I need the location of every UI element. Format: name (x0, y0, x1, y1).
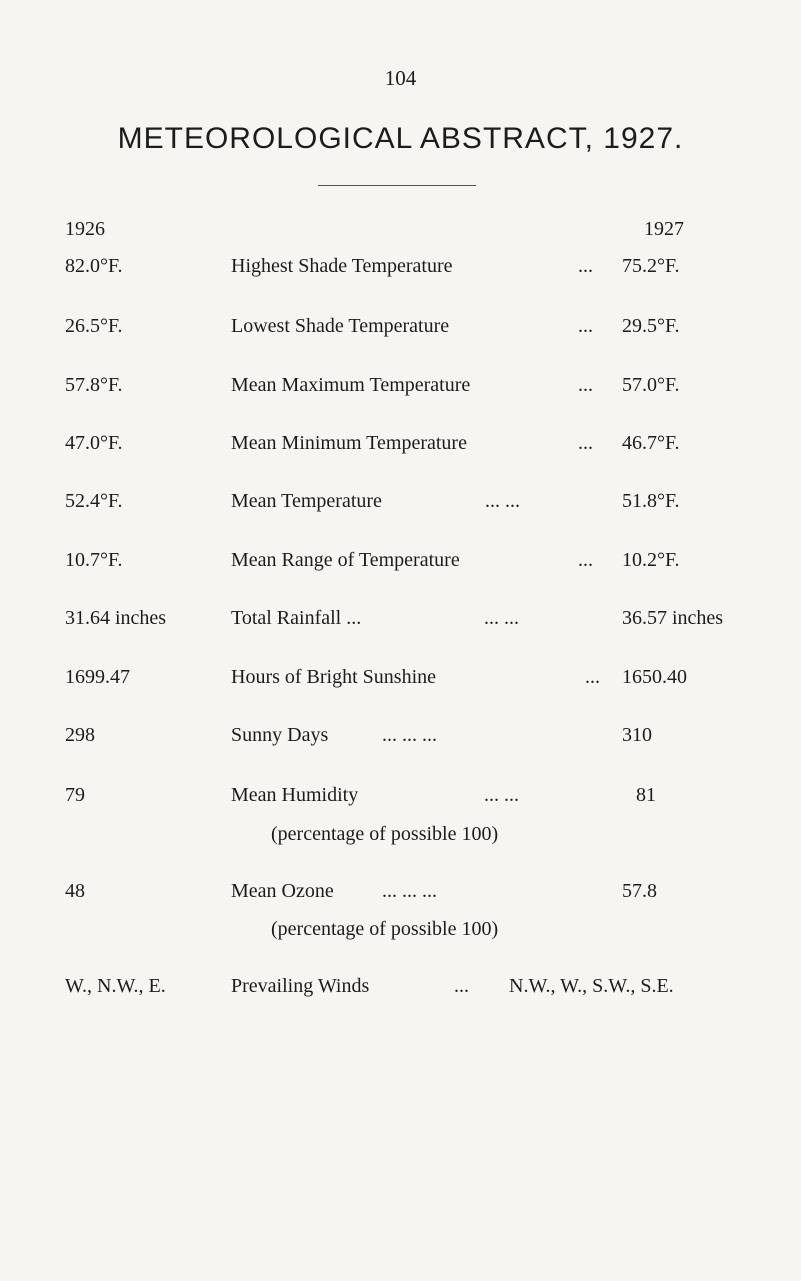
value-1926: W., N.W., E. (65, 975, 166, 997)
leader-dots: ... (578, 315, 593, 337)
value-1926: 52.4°F. (65, 490, 123, 512)
title-divider (318, 185, 476, 186)
page-title: METEOROLOGICAL ABSTRACT, 1927. (117, 122, 684, 155)
table-row (0, 784, 801, 814)
value-1926: 31.64 inches (65, 607, 167, 629)
row-label: Hours of Bright Sunshine (231, 666, 436, 688)
value-1926: 298 (65, 724, 95, 746)
value-1927: 36.57 inches (622, 607, 724, 629)
value-1927: 57.0°F. (622, 374, 680, 396)
leader-dots: ... (578, 549, 593, 571)
leader-dots: ... (585, 666, 600, 688)
value-1926: 47.0°F. (65, 432, 123, 454)
row-label: Prevailing Winds (231, 975, 370, 997)
row-label: Mean Range of Temperature (231, 549, 460, 571)
value-1927: 57.8 (622, 880, 657, 902)
row-label: Sunny Days (231, 724, 329, 746)
value-1927: 310 (622, 724, 652, 746)
row-label: Total Rainfall ... (231, 607, 362, 629)
row-label: Mean Temperature (231, 490, 382, 512)
leader-dots: ... (578, 432, 593, 454)
value-1926: 57.8°F. (65, 374, 123, 396)
table-row (0, 255, 801, 285)
value-1927: 81 (636, 784, 656, 806)
table-row (0, 549, 801, 579)
page-number: 104 (384, 66, 417, 90)
row-note: (percentage of possible 100) (271, 823, 499, 845)
leader-dots: ... ... (484, 607, 519, 629)
row-label: Lowest Shade Temperature (231, 315, 450, 337)
table-row (0, 724, 801, 754)
value-1926: 26.5°F. (65, 315, 123, 337)
value-1926: 1699.47 (65, 666, 130, 688)
table-row (0, 315, 801, 345)
row-label: Highest Shade Temperature (231, 255, 453, 277)
row-label: Mean Humidity (231, 784, 359, 806)
table-row (0, 666, 801, 696)
table-row (0, 432, 801, 462)
leader-dots: ... ... ... (382, 880, 437, 902)
leader-dots: ... (578, 255, 593, 277)
leader-dots: ... ... (484, 784, 519, 806)
table-row-winds (0, 975, 801, 1005)
value-1926: 79 (65, 784, 85, 806)
value-1926: 82.0°F. (65, 255, 123, 277)
row-note: (percentage of possible 100) (271, 918, 499, 940)
table-row (0, 374, 801, 404)
row-label: Mean Ozone (231, 880, 334, 902)
value-1927: N.W., W., S.W., S.E. (509, 975, 674, 997)
row-label: Mean Minimum Temperature (231, 432, 467, 454)
column-header-1927: 1927 (644, 218, 684, 240)
leader-dots: ... (454, 975, 469, 997)
column-header-1926: 1926 (65, 218, 105, 240)
value-1927: 1650.40 (622, 666, 687, 688)
leader-dots: ... ... ... (382, 724, 437, 746)
value-1927: 51.8°F. (622, 490, 680, 512)
leader-dots: ... ... (485, 490, 520, 512)
value-1927: 46.7°F. (622, 432, 680, 454)
table-row (0, 607, 801, 637)
value-1927: 29.5°F. (622, 315, 680, 337)
row-label: Mean Maximum Temperature (231, 374, 471, 396)
value-1927: 75.2°F. (622, 255, 680, 277)
value-1926: 48 (65, 880, 85, 902)
table-row (0, 490, 801, 520)
value-1926: 10.7°F. (65, 549, 123, 571)
value-1927: 10.2°F. (622, 549, 680, 571)
table-row (0, 880, 801, 910)
leader-dots: ... (578, 374, 593, 396)
